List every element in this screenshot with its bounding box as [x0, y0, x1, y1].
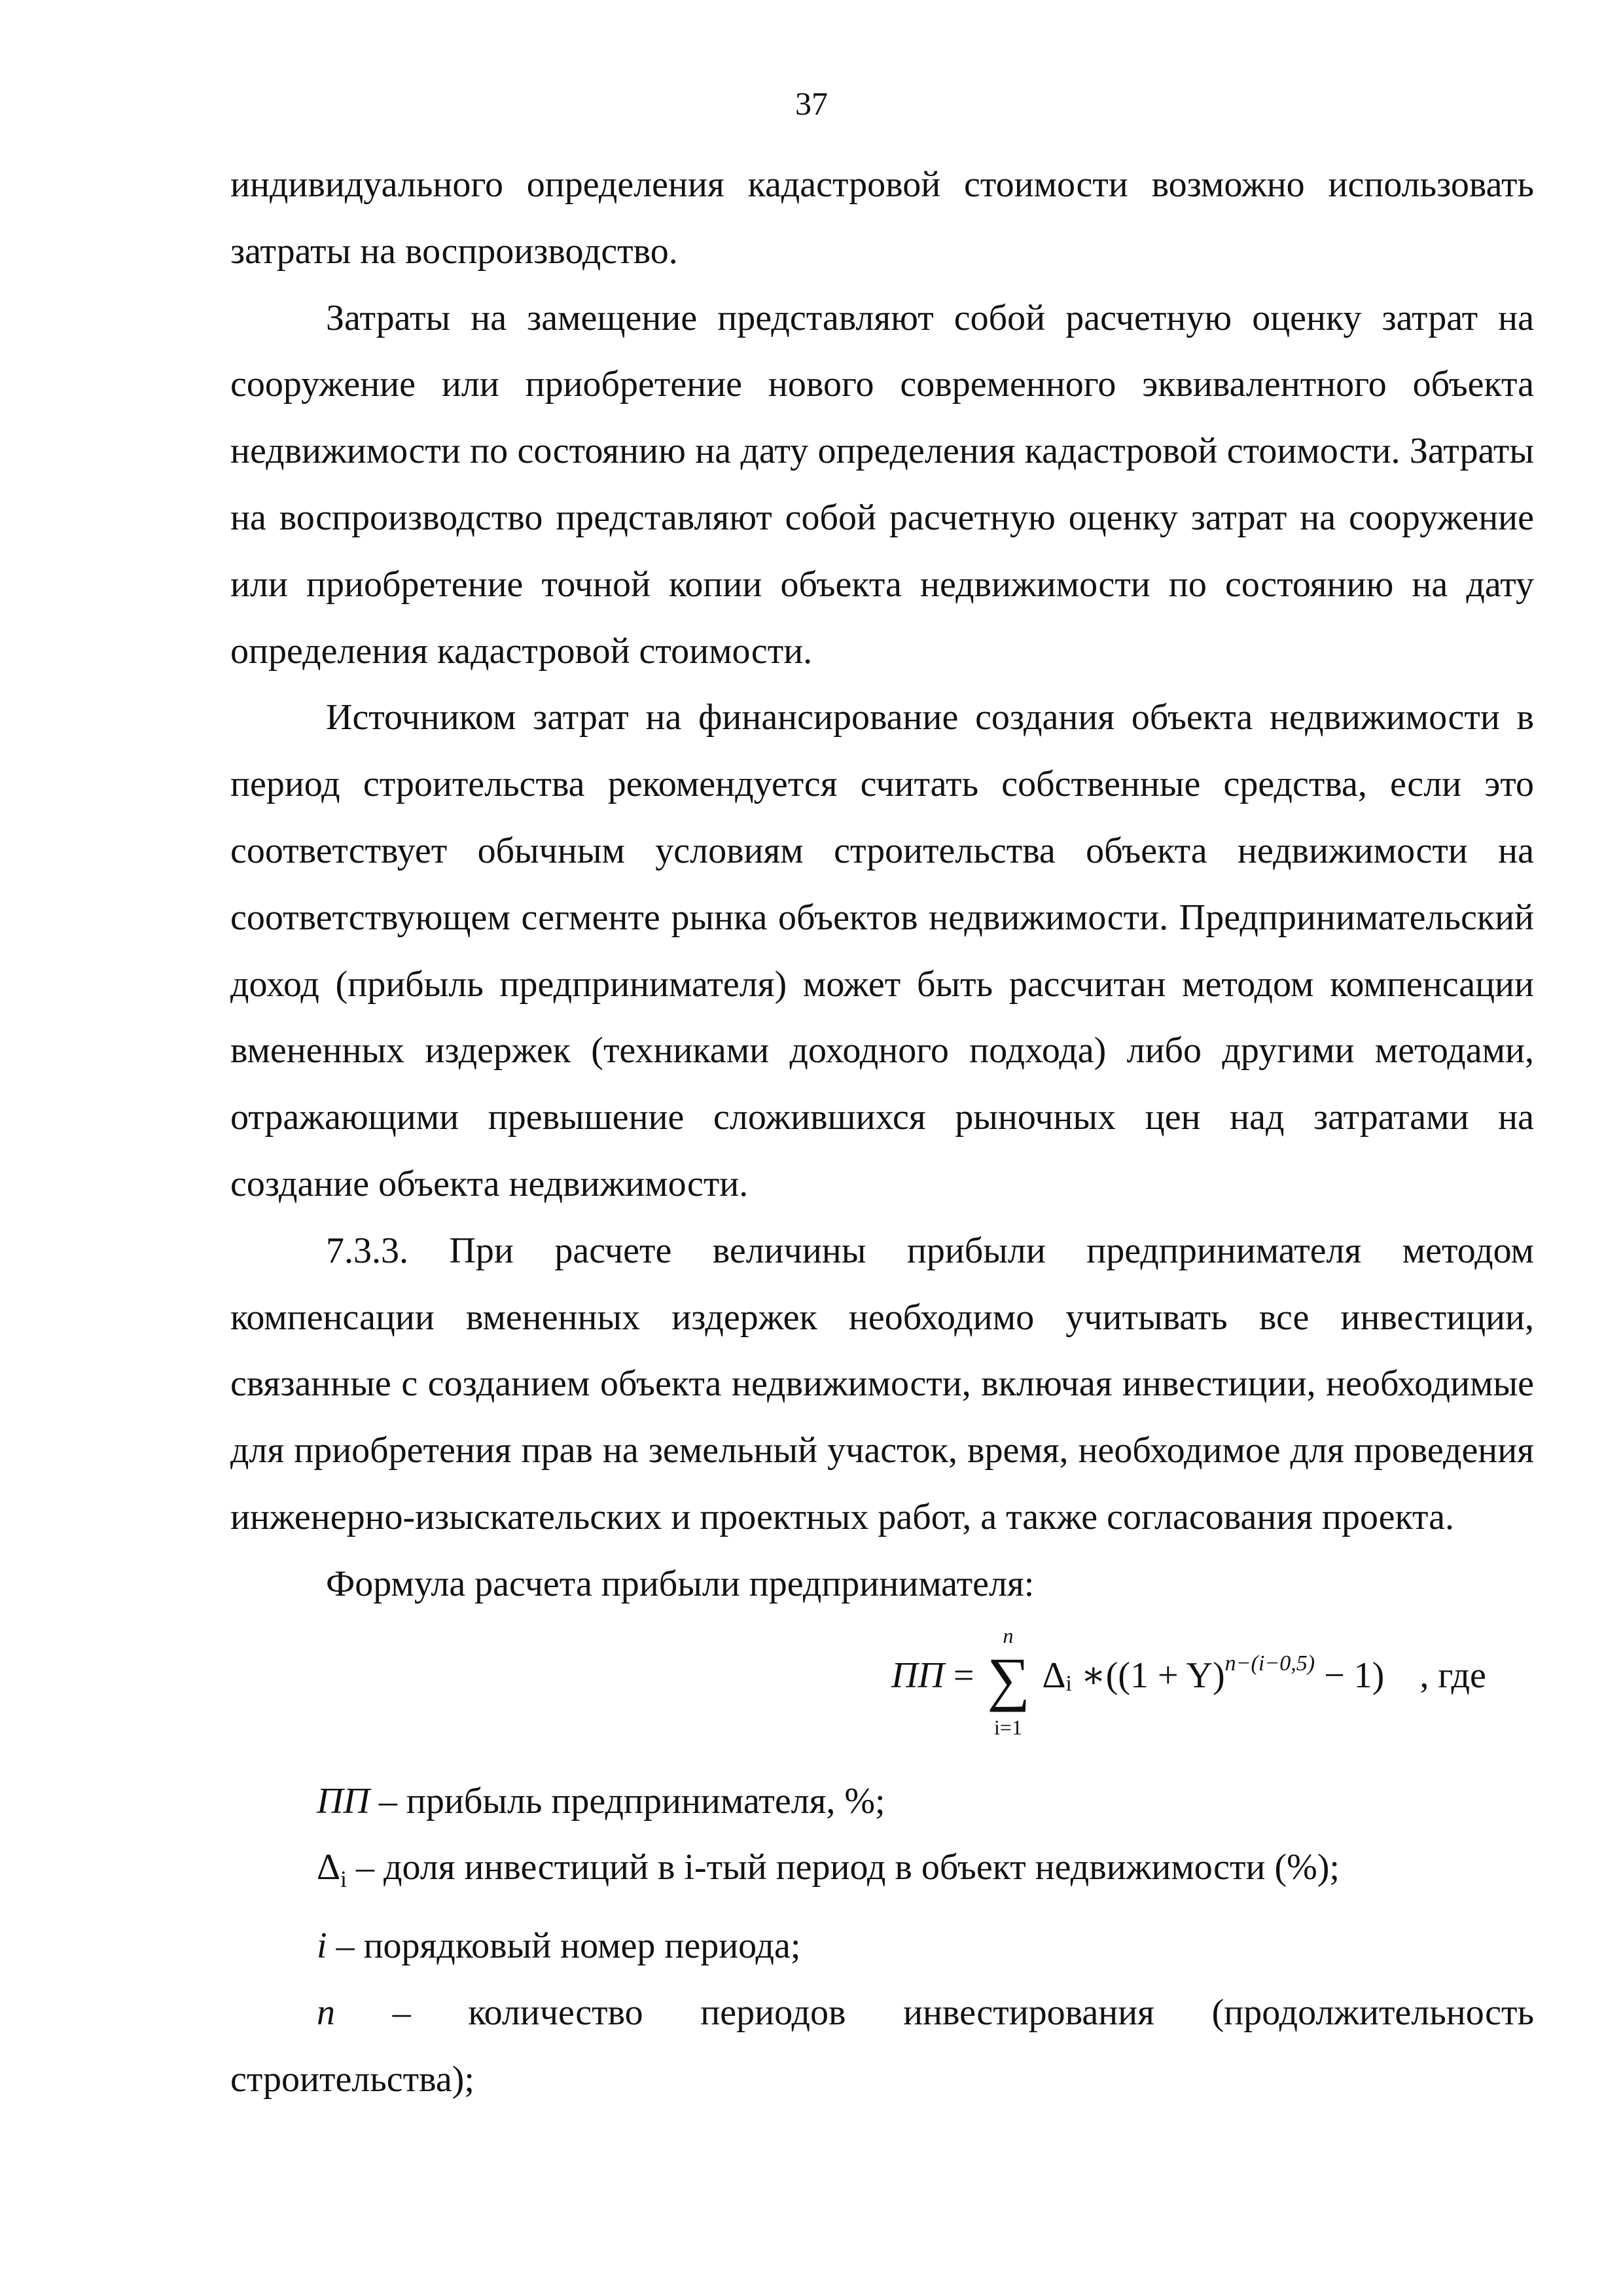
def-symbol-n: n [317, 1992, 335, 2033]
formula-suffix: , где [1419, 1655, 1486, 1696]
document-body [230, 152, 1534, 2113]
def-symbol-pp: ПП [317, 1780, 370, 1821]
definition-n [230, 1980, 1534, 2113]
def-symbol-i: i [317, 1926, 327, 1967]
page-number: 37 [795, 85, 828, 122]
sum-lower-limit: i=1 [994, 1715, 1022, 1739]
formula-equals: = [953, 1655, 974, 1696]
def-text-n: – количество периодов инвестирования (продолжительность строительства); [230, 1992, 1534, 2100]
def-text-pp: – прибыль предпринимателя, %; [369, 1780, 885, 1821]
sum-upper-limit: n [1003, 1623, 1014, 1647]
definition-pp [230, 1768, 1534, 1835]
sigma-symbol: ∑ [987, 1645, 1031, 1712]
definition-delta [230, 1835, 1534, 1913]
paragraph-formula-intro: Формула расчета прибыли предпринимателя: [326, 1563, 1035, 1604]
paragraph-replacement-costs: Затраты на замещение представляют собой расчетную оценку затрат на сооружение или приобретение нового современного эквивалентного объекта недвижимости по состоянию на дату определения кадастровой стоимости. Затраты на воспроизводство представляют собой расчетную оценку затрат на сооружение или приобретение точной копии объекта недвижимости по состоянию на дату определения кадастровой стоимости. [230, 297, 1534, 672]
paragraph-continuation: индивидуального определения кадастровой стоимости возможно использовать затраты на воспроизводство. [230, 164, 1534, 272]
def-text-delta: – доля инвестиций в i-тый период в объект недвижимости (%); [347, 1847, 1340, 1888]
def-symbol-delta: Δ [317, 1847, 341, 1888]
profit-formula [230, 1618, 1534, 1768]
paragraph-financing-source: Источником затрат на финансирование создания объекта недвижимости в период строительства рекомендуется считать собственные средства, если это соответствует обычным условиям строительства объекта недвижимости на соответствующем сегменте рынка объектов недвижимости. Предпринимательский доход (прибыль предпринимателя) может быть рассчитан методом компенсации вмененных издержек (техниками доходного подхода) либо другими методами, отражающими превышение сложившихся рыночных цен над затратами на создание объекта недвижимости. [230, 697, 1534, 1204]
def-text-i: – порядковый номер периода; [327, 1926, 801, 1967]
formula-tail: − 1) [1324, 1655, 1385, 1696]
formula-lhs: ПП [891, 1655, 944, 1696]
def-subscript-i: i [340, 1866, 348, 1893]
formula-body: Δᵢ ∗((1 + Y) [1042, 1655, 1225, 1696]
formula-expression [891, 1623, 1486, 1739]
definition-i [230, 1913, 1534, 1980]
formula-exponent: n−(i−0,5) [1224, 1651, 1315, 1676]
paragraph-7-3-3: 7.3.3. При расчете величины прибыли предпринимателя методом компенсации вмененных издержек необходимо учитывать все инвестиции, связанные с созданием объекта недвижимости, включая инвестиции, необходимые для приобретения прав на земельный участок, время, необходимое для проведения инженерно-изыскательских и проектных работ, а также согласования проекта. [230, 1230, 1534, 1537]
summation-sign [987, 1623, 1031, 1739]
